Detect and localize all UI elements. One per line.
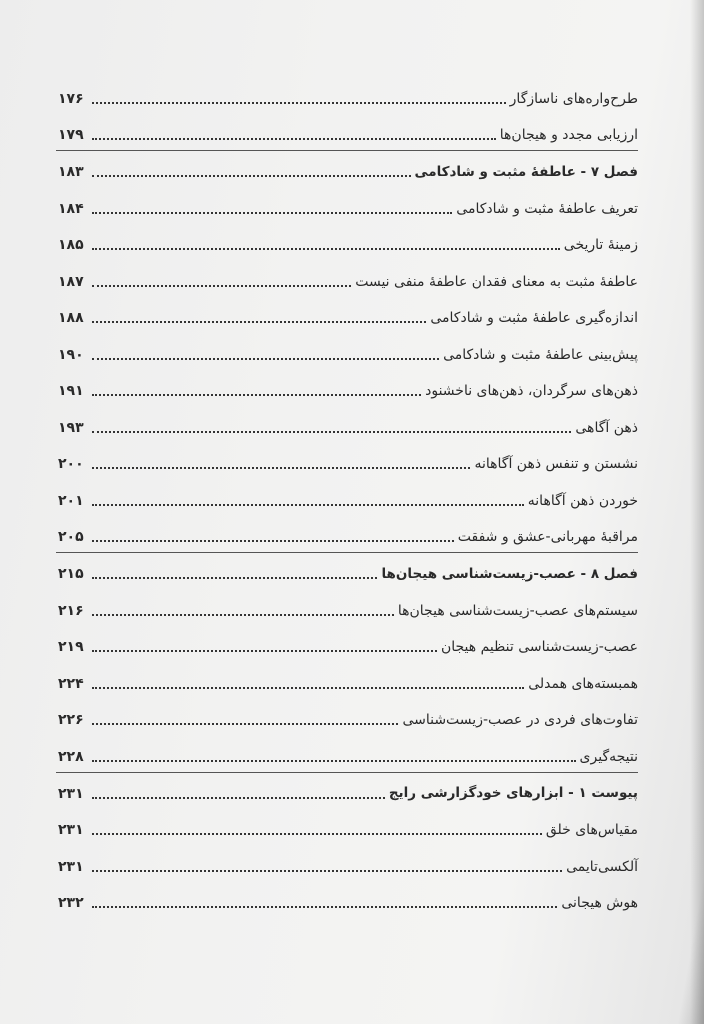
dot-leader — [92, 431, 571, 433]
toc-entry — [58, 474, 638, 511]
toc-entry-page: ۱۸۸ — [58, 310, 84, 326]
page-edge-shadow — [690, 0, 704, 1024]
dot-leader — [92, 906, 557, 908]
toc-entry-title: خوردن ذهن آگاهانه — [527, 492, 638, 509]
toc-entry-title: ذهن آگاهی — [575, 419, 638, 436]
toc-chapter-title: فصل ۸ - عصب-زیست‌شناسی هیجان‌ها — [381, 565, 638, 582]
chapter-rule-top — [56, 552, 638, 553]
toc-entry-title: ارزیابی مجدد و هیجان‌ها — [499, 127, 638, 143]
toc-entry-page: ۲۳۱ — [58, 858, 84, 875]
toc-chapter-page: ۲۱۵ — [58, 566, 84, 582]
toc-entry-page: ۱۷۹ — [58, 127, 84, 143]
dot-leader — [92, 577, 377, 579]
toc-chapter — [58, 547, 638, 584]
toc-entry — [58, 840, 638, 877]
toc-entry — [58, 804, 638, 841]
toc-entry-title: مقیاس‌های خلق — [545, 822, 638, 838]
toc-entry — [58, 219, 638, 256]
toc-entry-page: ۲۰۱ — [58, 492, 84, 509]
toc-entry — [58, 694, 638, 731]
dot-leader — [92, 321, 426, 323]
dot-leader — [92, 504, 524, 506]
toc-entry-page: ۲۳۱ — [58, 822, 84, 838]
dot-leader — [92, 175, 411, 177]
dot-leader — [92, 212, 452, 214]
dot-leader — [92, 102, 506, 104]
toc-entry-page: ۲۱۶ — [58, 602, 84, 619]
dot-leader — [92, 614, 394, 616]
toc-entry-title: طرح‌واره‌های ناسازگار — [509, 90, 638, 107]
dot-leader — [92, 138, 496, 140]
toc-chapter-page: ۲۳۱ — [58, 785, 84, 802]
toc-entry-page: ۱۹۳ — [58, 419, 84, 436]
dot-leader — [92, 248, 560, 250]
toc-entry-title: نتیجه‌گیری — [579, 748, 638, 765]
toc-entry-title: پیش‌بینی عاطفهٔ مثبت و شادکامی — [443, 346, 638, 363]
dot-leader — [92, 285, 351, 287]
toc-entry — [58, 328, 638, 365]
toc-entry — [58, 255, 638, 292]
toc-entry-title: ذهن‌های سرگردان، ذهن‌های ناخشنود — [425, 383, 638, 399]
dot-leader — [92, 358, 439, 360]
toc-entry — [58, 584, 638, 621]
toc-entry — [58, 730, 638, 767]
toc-entry-title: اندازه‌گیری عاطفهٔ مثبت و شادکامی — [430, 310, 638, 326]
toc-entry — [58, 365, 638, 402]
toc-entry-title: تفاوت‌های فردی در عصب-زیست‌شناسی — [402, 712, 638, 728]
toc-entry-page: ۲۱۹ — [58, 639, 84, 655]
toc-entry-page: ۲۲۸ — [58, 748, 84, 765]
dot-leader — [92, 833, 542, 835]
dot-leader — [92, 760, 576, 762]
toc-entry-page: ۲۰۵ — [58, 529, 84, 545]
toc-entry — [58, 877, 638, 914]
toc-entry-title: مراقبهٔ مهربانی-عشق و شفقت — [457, 529, 638, 545]
dot-leader — [92, 540, 454, 542]
toc-entry-page: ۲۳۲ — [58, 895, 84, 911]
toc-chapter-title: پیوست ۱ - ابزارهای خودگزارشی رایج — [388, 785, 638, 801]
toc-entry-title: زمینهٔ تاریخی — [563, 237, 638, 253]
toc-entry-title: همبسته‌های همدلی — [528, 675, 638, 692]
dot-leader — [92, 870, 562, 872]
dot-leader — [92, 687, 524, 689]
toc-entry-title: سیستم‌های عصب-زیست‌شناسی هیجان‌ها — [397, 602, 638, 619]
toc-entry-page: ۲۲۴ — [58, 675, 84, 692]
toc-entry-page: ۱۸۴ — [58, 200, 84, 217]
toc-entry-title: نشستن و تنفس ذهن آگاهانه — [474, 456, 638, 472]
toc-entry-title: عاطفهٔ مثبت به معنای فقدان عاطفهٔ منفی نیست — [355, 273, 638, 290]
toc-entry — [58, 292, 638, 329]
dot-leader — [92, 467, 470, 469]
toc-entry-title: عصب-زیست‌شناسی تنظیم هیجان — [440, 639, 638, 655]
toc-entry — [58, 109, 638, 146]
toc-entry — [58, 621, 638, 658]
chapter-rule-top — [56, 772, 638, 773]
dot-leader — [92, 797, 385, 799]
toc-entry-page: ۲۲۶ — [58, 712, 84, 728]
chapter-rule-top — [56, 150, 638, 151]
toc-entry-title: آلکسی‌تایمی — [566, 858, 638, 875]
toc-entry — [58, 182, 638, 219]
toc-entry-page: ۱۷۶ — [58, 90, 84, 107]
dot-leader — [92, 723, 398, 725]
toc-entry-page: ۲۰۰ — [58, 456, 84, 472]
toc-entry-title: تعریف عاطفهٔ مثبت و شادکامی — [456, 200, 638, 217]
toc-entry-page: ۱۹۱ — [58, 383, 84, 399]
toc-entry — [58, 438, 638, 475]
toc-entry — [58, 657, 638, 694]
dot-leader — [92, 650, 437, 652]
dot-leader — [92, 394, 421, 396]
toc-entry — [58, 511, 638, 548]
toc-entry-title: هوش هیجانی — [561, 895, 638, 911]
toc-chapter-title: فصل ۷ - عاطفهٔ مثبت و شادکامی — [414, 163, 638, 180]
toc-chapter — [58, 767, 638, 804]
toc-entry-page: ۱۸۵ — [58, 237, 84, 253]
toc-entry — [58, 401, 638, 438]
toc-chapter — [58, 145, 638, 182]
toc-entry — [58, 72, 638, 109]
toc-entry-page: ۱۹۰ — [58, 346, 84, 363]
table-of-contents — [58, 72, 638, 913]
toc-chapter-page: ۱۸۳ — [58, 164, 84, 180]
toc-entry-page: ۱۸۷ — [58, 273, 84, 290]
